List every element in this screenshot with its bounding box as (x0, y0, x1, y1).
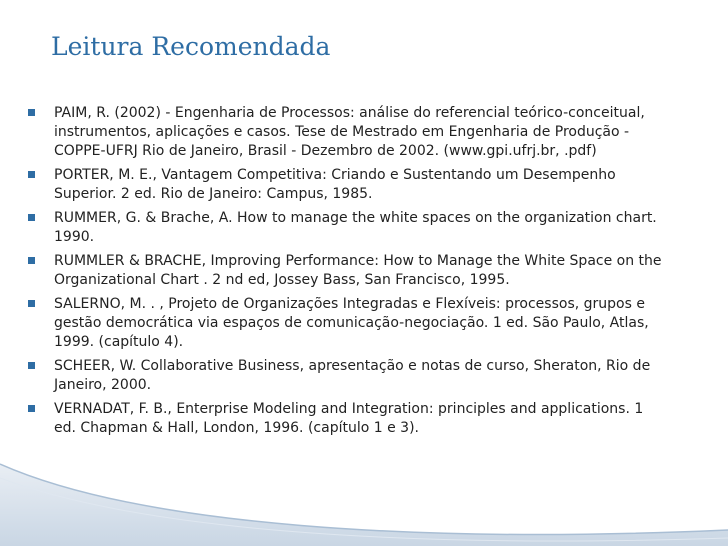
square-bullet-icon (28, 109, 35, 116)
reference-item (0, 400, 728, 438)
reference-item (0, 209, 728, 247)
square-bullet-icon (28, 257, 35, 264)
reference-text: SALERNO, M. . , Projeto de Organizações Integradas e Flexíveis: processos, grupos e gestão democrática via espaços de comunicação-negociação. 1 ed. São Paulo, Atlas, 1999. (capítulo 4). (54, 296, 649, 350)
footer-swoosh-decoration (0, 456, 728, 546)
reference-item (0, 166, 728, 204)
square-bullet-icon (28, 405, 35, 412)
square-bullet-icon (28, 171, 35, 178)
reference-item (0, 295, 728, 352)
square-bullet-icon (28, 214, 35, 221)
reference-item (0, 357, 728, 395)
reference-text: SCHEER, W. Collaborative Business, apresentação e notas de curso, Sheraton, Rio de Janeiro, 2000. (54, 358, 651, 393)
reference-text: PORTER, M. E., Vantagem Competitiva: Criando e Sustentando um Desempenho Superior. 2 ed. Rio de Janeiro: Campus, 1985. (54, 167, 616, 202)
reference-text: RUMMLER & BRACHE, Improving Performance: How to Manage the White Space on the Organizational Chart . 2 nd ed, Jossey Bass, San Francisco, 1995. (54, 253, 662, 288)
reference-text: PAIM, R. (2002) - Engenharia de Processos: análise do referencial teórico-conceitual, instrumentos, aplicações e casos. Tese de Mestrado em Engenharia de Produção - COPPE-UFRJ Rio de Janeiro, Brasil - Dezembro de 2002. (www.gpi.ufrj.br, .pdf) (54, 105, 645, 159)
square-bullet-icon (28, 362, 35, 369)
reference-text: RUMMER, G. & Brache, A. How to manage the white spaces on the organization chart. 1990. (54, 210, 657, 245)
reference-item (0, 252, 728, 290)
reference-list (0, 104, 728, 443)
reference-item (0, 104, 728, 161)
square-bullet-icon (28, 300, 35, 307)
slide-title: Leitura Recomendada (51, 32, 331, 61)
reference-text: VERNADAT, F. B., Enterprise Modeling and Integration: principles and applications. 1 ed. Chapman & Hall, London, 1996. (capítulo 1 e 3). (54, 401, 644, 436)
